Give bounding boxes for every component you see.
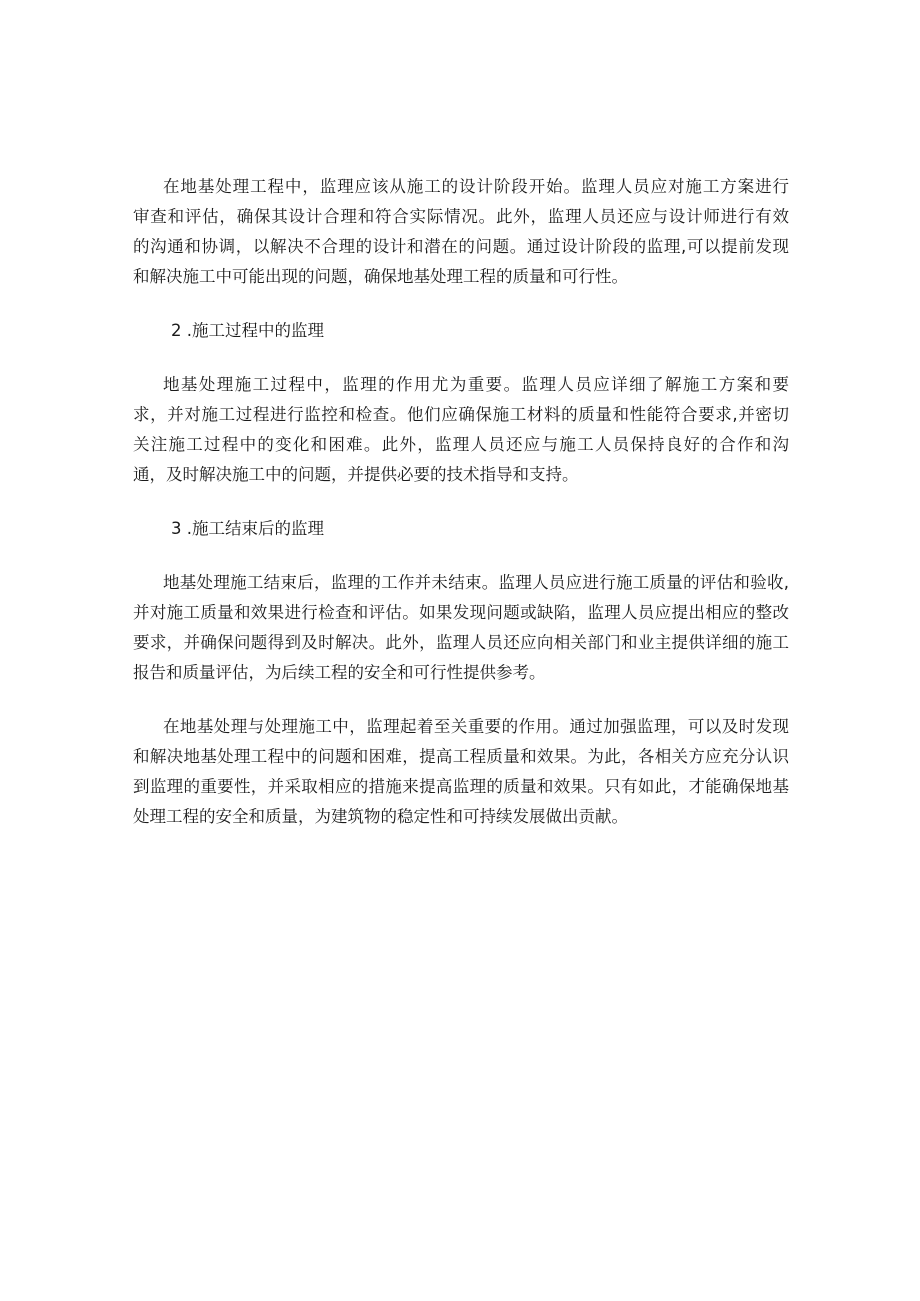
text-line: 审查和评估，确保其设计合理和符合实际情况。此外，监理人员还应与设计师进行有效 [133,207,789,226]
text-line: 和解决施工中可能出现的问题，确保地基处理工程的质量和可行性。 [133,267,628,286]
paragraph-construction-process [133,370,789,490]
text-line: 报告和质量评估，为后续工程的安全和可行性提供参考。 [133,663,546,682]
text-line: 通，及时解决施工中的问题，并提供必要的技术指导和支持。 [133,465,579,484]
text-line: 处理工程的安全和质量，为建筑物的稳定性和可持续发展做出贡献。 [133,807,628,826]
text-line: 在地基处理与处理施工中，监理起着至关重要的作用。通过加强监理，可以及时发现 [163,717,789,736]
text-line: 的沟通和协调，以解决不合理的设计和潜在的问题。通过设计阶段的监理,可以提前发现 [133,237,789,256]
text-line: 要求，并确保问题得到及时解决。此外，监理人员还应向相关部门和业主提供详细的施工 [133,633,789,652]
paragraph-after-construction [133,568,789,688]
text-line: 求，并对施工过程进行监控和检查。他们应确保施工材料的质量和性能符合要求,并密切 [133,405,789,424]
section-heading-3: 3 .施工结束后的监理 [171,519,324,538]
text-line: 到监理的重要性，并采取相应的措施来提高监理的质量和效果。只有如此，才能确保地基 [133,777,789,796]
text-line: 在地基处理工程中，监理应该从施工的设计阶段开始。监理人员应对施工方案进行 [163,177,789,196]
text-line: 地基处理施工结束后，监理的工作并未结束。监理人员应进行施工质量的评估和验收, [163,573,789,592]
text-line: 地基处理施工过程中，监理的作用尤为重要。监理人员应详细了解施工方案和要 [163,375,789,394]
text-line: 关注施工过程中的变化和困难。此外，监理人员还应与施工人员保持良好的合作和沟 [133,435,789,454]
section-heading-2: 2 .施工过程中的监理 [171,321,324,340]
paragraph-conclusion [133,712,789,832]
document-body [133,172,789,856]
text-line: 并对施工质量和效果进行检查和评估。如果发现问题或缺陷，监理人员应提出相应的整改 [133,603,789,622]
paragraph-design-phase [133,172,789,292]
text-line: 和解决地基处理工程中的问题和困难，提高工程质量和效果。为此，各相关方应充分认识 [133,747,789,766]
